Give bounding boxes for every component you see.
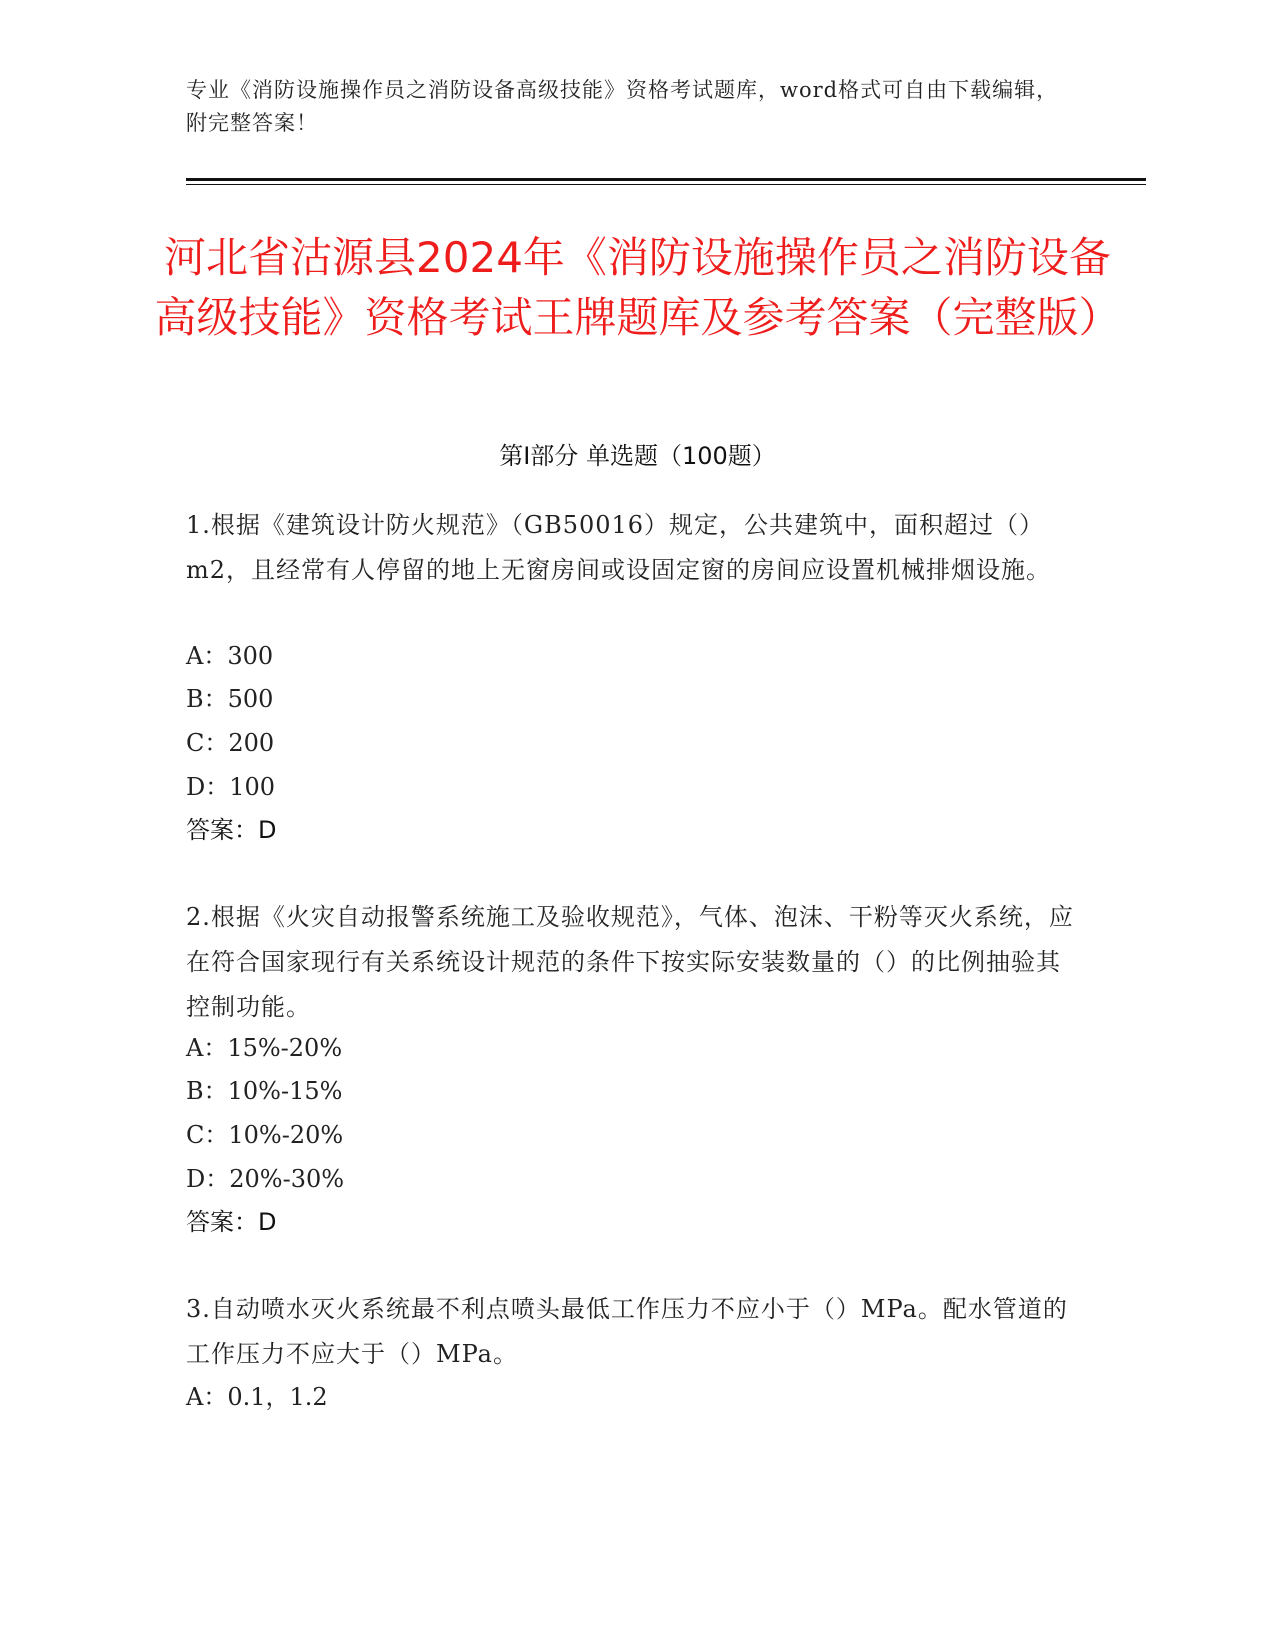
question-stem: 2.根据《火灾自动报警系统施工及验收规范》，气体、泡沫、干粉等灭火系统，应在符合国家现行有关系统设计规范的条件下按实际安装数量的（）的比例抽验其控制功能。	[186, 903, 1074, 1021]
question-stem: 3.自动喷水灭火系统最不利点喷头最低工作压力不应小于（）MPa。配水管道的工作压力不应大于（）MPa。	[186, 1295, 1068, 1368]
question-option: C：10%-20%	[186, 1121, 344, 1149]
question-option: B：500	[186, 685, 274, 713]
question-answer: 答案：D	[186, 1208, 277, 1236]
question-option: C：200	[186, 729, 275, 757]
header-divider-thin	[186, 184, 1146, 185]
section-title: 第I部分 单选题（100题）	[499, 442, 776, 470]
question-option: A：15%-20%	[186, 1034, 343, 1062]
document-title: 河北省沽源县2024年《消防设施操作员之消防设备高级技能》资格考试王牌题库及参考答案（完整版）	[154, 233, 1121, 342]
question-option: A：300	[186, 642, 274, 670]
question-option: D：20%-30%	[186, 1165, 345, 1193]
header-divider	[186, 178, 1146, 181]
question-option: D：100	[186, 773, 276, 801]
question-option: A：0.1，1.2	[186, 1383, 328, 1411]
question-answer: 答案：D	[186, 816, 277, 844]
question-stem: 1.根据《建筑设计防火规范》（GB50016）规定，公共建筑中，面积超过（）m2，且经常有人停留的地上无窗房间或设固定窗的房间应设置机械排烟设施。	[186, 511, 1052, 584]
header-note: 专业《消防设施操作员之消防设备高级技能》资格考试题库，word格式可自由下载编辑，附完整答案！	[186, 78, 1059, 135]
question-option: B：10%-15%	[186, 1077, 343, 1105]
